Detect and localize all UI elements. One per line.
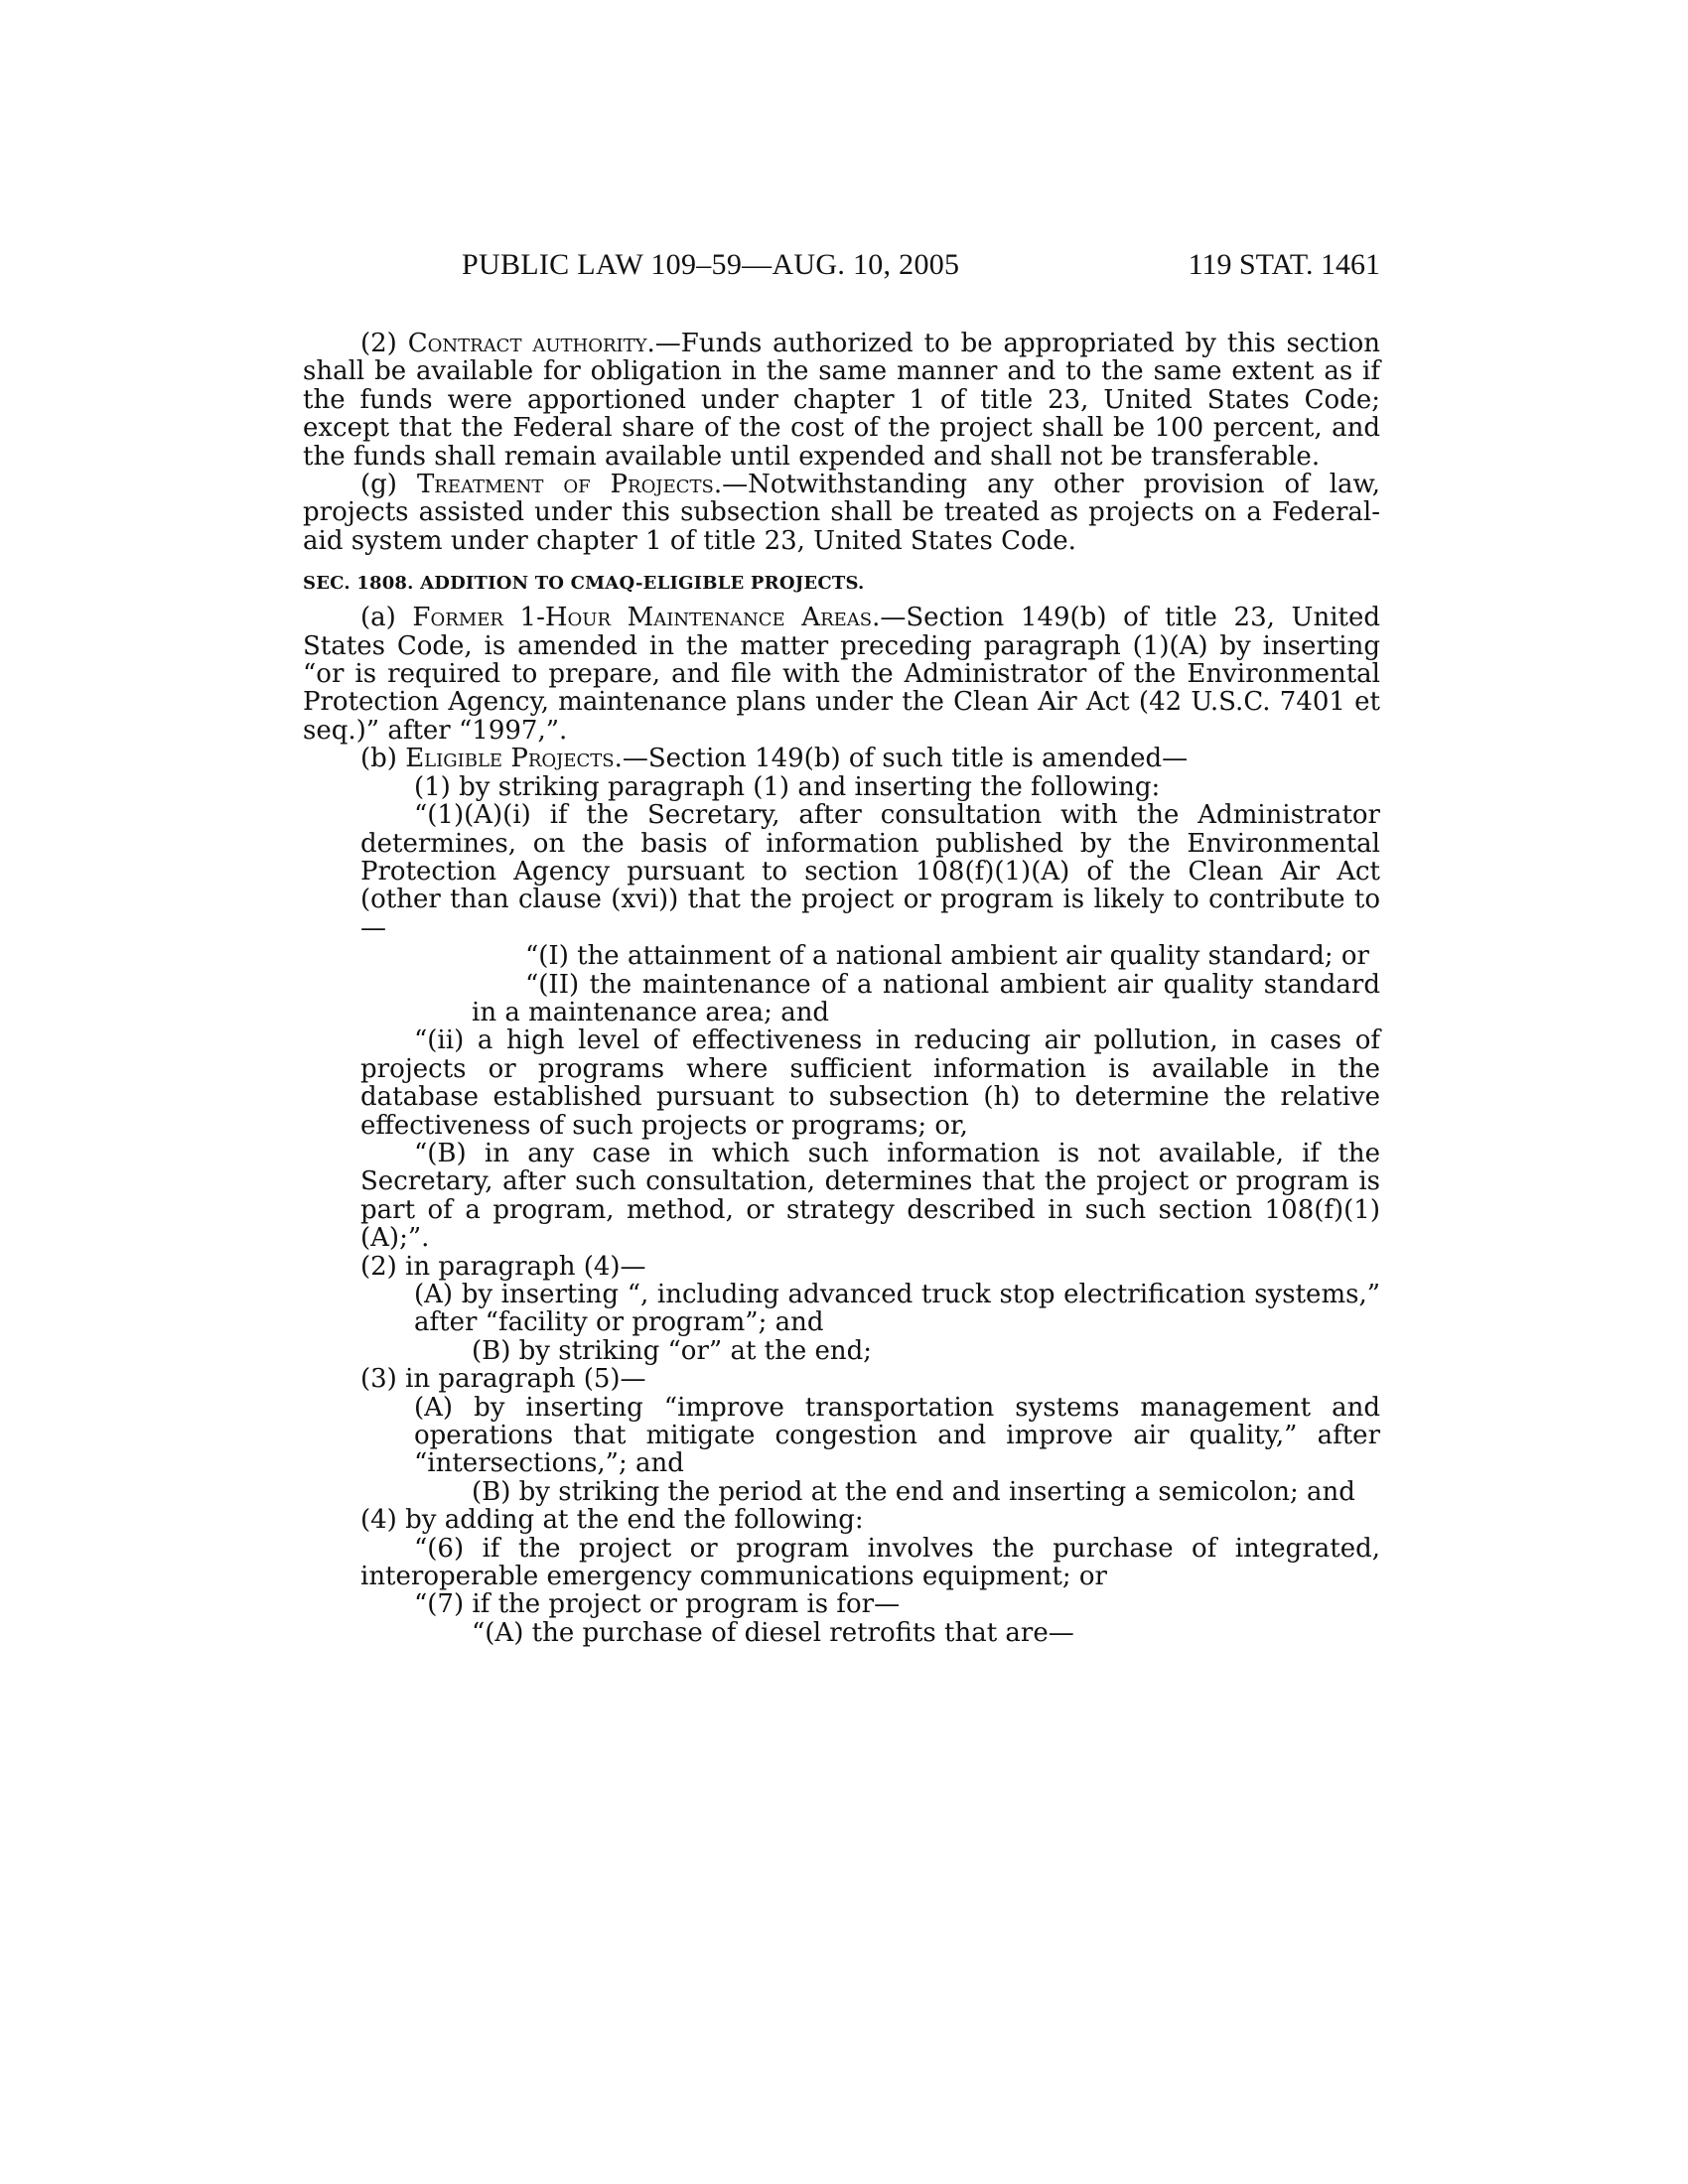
paragraph-heading: Contract authority (407, 329, 647, 358)
clause-2: (2) in paragraph (4)— (360, 1251, 646, 1282)
paragraph-heading: Treatment of Projects (416, 470, 714, 500)
paragraph-label: (2) (360, 329, 408, 358)
paragraph-text: .—Notwithstanding any other provision of law, projects assisted under this subsection shall be treated as projects on a Federal-aid system under chapter 1 of title 23, United States Code. (303, 470, 1380, 556)
clause-2-b: (B) by striking “or” at the end; (472, 1335, 873, 1366)
paragraph-text: .—Section 149(b) of title 23, United States Code, is amended in the matter preceding paragraph (1)(A) by inserting “or is required to prepare, and file with the Administrator of the Environmental Protection Agency, maintenance plans under the Clean Air Act (42 U.S.C. 7401 et seq.)” after “1997,”. (303, 603, 1380, 746)
clause-ii-effectiveness: “(ii) a high level of effectiveness in reducing air pollution, in cases of projects or programs where sufficient information is available in the database established pursuant to subsection (h) to determine the relative effectiveness of such projects or programs; or, (360, 1025, 1380, 1141)
clause-3-b: (B) by striking the period at the end and inserting a semicolon; and (472, 1476, 1355, 1507)
clause-1: (1) by striking paragraph (1) and inserting the following: (414, 771, 1161, 802)
header-page-number: 119 STAT. 1461 (1188, 248, 1380, 281)
paragraph-label: (g) (360, 470, 417, 500)
paragraph-text: .—Funds authorized to be appropriated by this section shall be available for obligation in the same manner and to the same extent as if the funds were apportioned under chapter 1 of title 23, United States Code; except that the Federal share of the cost of the project shall be 100 percent, and the funds shall remain available until expended and shall not be transferable. (303, 329, 1380, 472)
running-header (303, 248, 1380, 298)
paragraph-label: (b) (360, 744, 406, 774)
clause-text: (A) by inserting “, including advanced truck stop electrification systems,” after “facility or program”; and (414, 1280, 1380, 1338)
paragraph-former-1-hour (303, 604, 1380, 745)
clause-2-a (303, 1281, 1380, 1337)
clause-4: (4) by adding at the end the following: (360, 1505, 864, 1536)
clause-3-a: (A) by inserting “improve transportation systems management and operations that mitigate congestion and improve air quality,” after “intersections,”; and (414, 1392, 1380, 1479)
paragraph-contract-authority (303, 330, 1380, 471)
section-heading: SEC. 1808. ADDITION TO CMAQ-ELIGIBLE PROJECTS. (303, 573, 865, 595)
paragraph-label: (a) (360, 603, 413, 633)
clause-3: (3) in paragraph (5)— (360, 1364, 646, 1395)
paragraph-heading: Former 1-Hour Maintenance Areas (412, 603, 873, 633)
paragraph-eligible-projects (303, 745, 1380, 772)
paragraph-treatment-of-projects (303, 471, 1380, 555)
clause-ii-maintenance: “(II) the maintenance of a national ambient air quality standard in a maintenance area; and (472, 969, 1380, 1027)
clause-1-a-i: “(1)(A)(i) if the Secretary, after consultation with the Administrator determines, on the basis of information published by the Environmental Protection Agency pursuant to section 108(f)(1)(A) of the Clean Air Act (other than clause (xvi)) that the project or program is likely to contribute to— (360, 800, 1380, 943)
clause-7: “(7) if the project or program is for— (414, 1589, 901, 1620)
clause-b-any-case: “(B) in any case in which such information is not available, if the Secretary, after such consultation, determines that the project or program is part of a program, method, or strategy described in such section 108(f)(1)(A);”. (360, 1138, 1380, 1254)
document-page (303, 248, 1380, 1647)
clause-i-attainment: “(I) the attainment of a national ambient air quality standard; or (525, 941, 1369, 972)
clause-6: “(6) if the project or program involves the purchase of integrated, interoperable emergency communications equipment; or (360, 1533, 1380, 1592)
clause-7-a: “(A) the purchase of diesel retrofits that are— (472, 1617, 1074, 1648)
header-title: PUBLIC LAW 109–59—AUG. 10, 2005 (462, 248, 960, 281)
document-body (303, 330, 1380, 1647)
paragraph-heading: Eligible Projects (405, 744, 615, 774)
paragraph-text: .—Section 149(b) of such title is amended— (614, 744, 1189, 774)
